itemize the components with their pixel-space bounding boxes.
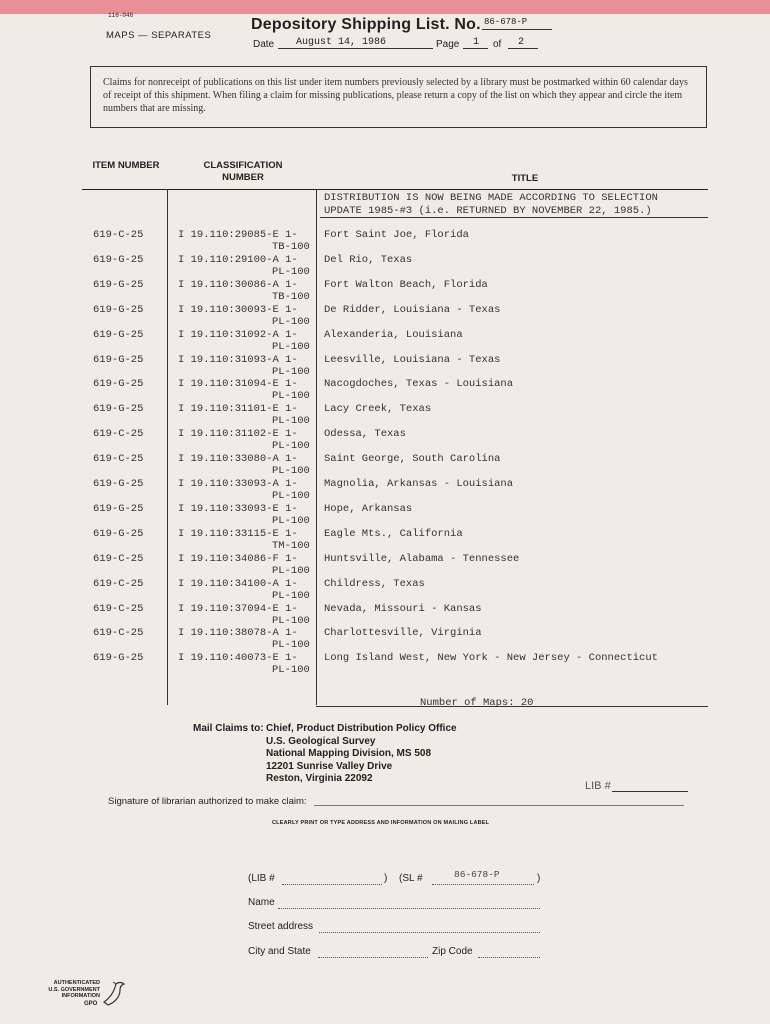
classification-number: I 19.110:33093-E 1-	[178, 502, 298, 515]
gpo-logo-label: GPO	[84, 1001, 98, 1007]
table-row	[0, 652, 770, 677]
street-address-field[interactable]	[319, 922, 540, 933]
classification-suffix: PL-100	[272, 639, 310, 652]
item-number: 619-C-25	[93, 428, 144, 441]
category-label: MAPS — SEPARATES	[106, 30, 212, 41]
name-field[interactable]	[278, 898, 540, 909]
list-number: 86-678-P	[484, 17, 528, 27]
classification-suffix: TM-100	[272, 539, 310, 552]
classification-number: I 19.110:31101-E 1-	[178, 403, 298, 416]
table-row	[0, 254, 770, 279]
label-lib-close: )	[384, 873, 388, 884]
item-number: 619-G-25	[93, 253, 144, 266]
classification-number: I 19.110:40073-E 1-	[178, 652, 298, 665]
map-title: Huntsville, Alabama - Tennessee	[324, 552, 520, 565]
table-row	[0, 603, 770, 628]
classification-suffix: PL-100	[272, 315, 310, 328]
classification-suffix: PL-100	[272, 365, 310, 378]
classification-suffix: TB-100	[272, 241, 310, 253]
form-code: 1‌16-046	[108, 12, 134, 19]
classification-number-header: CLASSIFICATION NUMBER	[203, 160, 283, 183]
item-number: 619-G-25	[93, 527, 144, 540]
table-row	[0, 378, 770, 403]
of-label: of	[493, 39, 502, 50]
item-number: 619-G-25	[93, 378, 144, 391]
zip-code-field[interactable]	[478, 947, 540, 958]
map-title: Leesville, Louisiana - Texas	[324, 353, 501, 366]
classification-suffix: PL-100	[272, 390, 310, 403]
item-number: 619-G-25	[93, 328, 144, 341]
map-title: Fort Walton Beach, Florida	[324, 278, 488, 291]
street-address-label: Street address	[248, 921, 314, 932]
page-label: Page	[436, 39, 460, 50]
table-row	[0, 428, 770, 453]
table-row	[0, 453, 770, 478]
item-number: 619-C-25	[93, 453, 144, 466]
classification-suffix: PL-100	[272, 465, 310, 478]
map-title: Hope, Arkansas	[324, 502, 413, 515]
map-title: Nevada, Missouri - Kansas	[324, 602, 482, 615]
city-state-label: City and State	[248, 946, 311, 957]
classification-number: I 19.110:30093-E 1-	[178, 303, 298, 316]
table-row	[0, 478, 770, 503]
classification-suffix: PL-100	[272, 340, 310, 353]
classification-number: I 19.110:33093-A 1-	[178, 478, 298, 490]
label-sl-value: 86-678-P	[454, 869, 500, 880]
map-title: Nacogdoches, Texas - Louisiana	[324, 378, 514, 391]
classification-suffix: PL-100	[272, 415, 310, 428]
classification-suffix: PL-100	[272, 564, 310, 577]
logo-line: INFORMATION	[61, 993, 100, 999]
map-title: Odessa, Texas	[324, 428, 406, 441]
item-number: 619-G-25	[93, 278, 144, 291]
map-title: Saint George, South Carolina	[324, 453, 501, 466]
title-header: TITLE	[511, 173, 539, 184]
classification-suffix: PL-100	[272, 440, 310, 453]
eagle-icon	[100, 978, 130, 1008]
date-label: Date	[253, 39, 275, 50]
address-line: Chief, Product Distribution Policy Office	[266, 723, 457, 734]
date-value: August 14, 1986	[296, 37, 387, 48]
page-title: Depository Shipping List. No.	[251, 16, 481, 33]
table-row	[0, 329, 770, 354]
address-line: Reston, Virginia 22092	[266, 773, 373, 784]
classification-number: I 19.110:31092-A 1-	[178, 328, 298, 341]
city-state-field[interactable]	[318, 947, 428, 958]
classification-suffix: PL-100	[272, 514, 310, 527]
table-row	[0, 354, 770, 379]
lib-number-label: LIB #	[585, 780, 611, 792]
item-number: 619-G-25	[93, 652, 144, 665]
table-row	[0, 403, 770, 428]
map-title: Long Island West, New York - New Jersey - Connecticut	[324, 652, 658, 665]
page-total: 2	[518, 37, 525, 48]
map-title: Alexanderia, Louisiana	[324, 328, 463, 341]
distribution-note-line: UPDATE 1985-#3 (i.e. RETURNED BY NOVEMBER 22, 1985.)	[324, 205, 652, 217]
classification-number: I 19.110:34086-F 1-	[178, 552, 298, 565]
table-row	[0, 304, 770, 329]
map-title: De Ridder, Louisiana - Texas	[324, 303, 501, 316]
map-title: Magnolia, Arkansas - Louisiana	[324, 478, 514, 490]
item-number: 619-G-25	[93, 478, 144, 490]
label-sl-close: )	[537, 873, 541, 884]
page-number: 1	[473, 37, 480, 48]
classification-suffix: PL-100	[272, 265, 310, 278]
item-number: 619-G-25	[93, 353, 144, 366]
classification-suffix: TB-100	[272, 290, 310, 303]
classification-number: I 19.110:37094-E 1-	[178, 602, 298, 615]
item-number: 619-C-25	[93, 577, 144, 590]
logo-line: AUTHENTICATED	[53, 980, 100, 986]
classification-number: I 19.110:29100-A 1-	[178, 253, 298, 266]
label-lib-prefix: (LIB #	[248, 873, 275, 884]
table-row	[0, 279, 770, 304]
print-note: CLEARLY PRINT OR TYPE ADDRESS AND INFORMATION ON MAILING LABEL	[272, 820, 490, 826]
classification-suffix: PL-100	[272, 490, 310, 502]
classification-suffix: PL-100	[272, 589, 310, 602]
address-line: 12201 Sunrise Valley Drive	[266, 760, 393, 772]
table-row	[0, 578, 770, 603]
label-lib-field[interactable]	[282, 873, 382, 885]
classification-number: I 19.110:29085-E 1-	[178, 229, 298, 241]
classification-number: I 19.110:33080-A 1-	[178, 453, 298, 466]
signature-label: Signature of librarian authorized to make claim:	[108, 796, 307, 807]
table-row	[0, 627, 770, 652]
gpo-logo-text	[48, 980, 100, 1000]
address-line: U.S. Geological Survey	[266, 735, 376, 747]
distribution-note-line: DISTRIBUTION IS NOW BEING MADE ACCORDING TO SELECTION	[324, 192, 658, 204]
map-count: Number of Maps: 20	[420, 697, 534, 709]
map-title: Fort Saint Joe, Florida	[324, 229, 469, 241]
table-row	[0, 229, 770, 254]
item-number: 619-G-25	[93, 502, 144, 515]
map-title: Lacy Creek, Texas	[324, 403, 432, 416]
classification-number: I 19.110:33115-E 1-	[178, 527, 298, 540]
map-title: Charlottesville, Virginia	[324, 627, 482, 640]
classification-number: I 19.110:34100-A 1-	[178, 577, 298, 590]
name-label: Name	[248, 897, 275, 908]
item-number: 619-C-25	[93, 602, 144, 615]
zip-code-label: Zip Code	[432, 946, 473, 957]
classification-suffix: PL-100	[272, 664, 310, 677]
map-title: Del Rio, Texas	[324, 253, 413, 266]
classification-number: I 19.110:31102-E 1-	[178, 428, 298, 441]
table-row	[0, 553, 770, 578]
classification-number: I 19.110:30086-A 1-	[178, 278, 298, 291]
mail-address	[266, 723, 457, 786]
table-row	[0, 503, 770, 528]
distribution-note	[324, 192, 658, 218]
lib-number-field[interactable]	[612, 791, 688, 792]
label-sl-prefix: (SL #	[399, 873, 423, 884]
item-number: 619-G-25	[93, 403, 144, 416]
item-number: 619-C-25	[93, 229, 144, 241]
table-row	[0, 528, 770, 553]
map-title: Eagle Mts., California	[324, 527, 463, 540]
address-line: National Mapping Division, MS 508	[266, 748, 432, 759]
logo-line: U.S. GOVERNMENT	[48, 986, 100, 993]
classification-number: I 19.110:31094-E 1-	[178, 378, 298, 391]
map-title: Childress, Texas	[324, 577, 425, 590]
item-number: 619-G-25	[93, 303, 144, 316]
signature-field[interactable]	[314, 805, 684, 806]
shipping-list-table	[0, 229, 770, 689]
item-number: 619-C-25	[93, 552, 144, 565]
classification-suffix: PL-100	[272, 614, 310, 627]
item-number: 619-C-25	[93, 627, 144, 640]
classification-number: I 19.110:31093-A 1-	[178, 353, 298, 366]
mail-claims-label: Mail Claims to:	[193, 723, 264, 734]
claims-notice: Claims for nonreceipt of publications on this list under item numbers previously selected by a library must be postmarked within 60 calendar days of receipt of this shipment. When filing a claim for missing publications, please return a copy of the list on which they appear and circle the item numbers that are missing.	[90, 66, 707, 128]
item-number-header: ITEM NUMBER	[92, 160, 160, 171]
classification-number: I 19.110:38078-A 1-	[178, 627, 298, 640]
